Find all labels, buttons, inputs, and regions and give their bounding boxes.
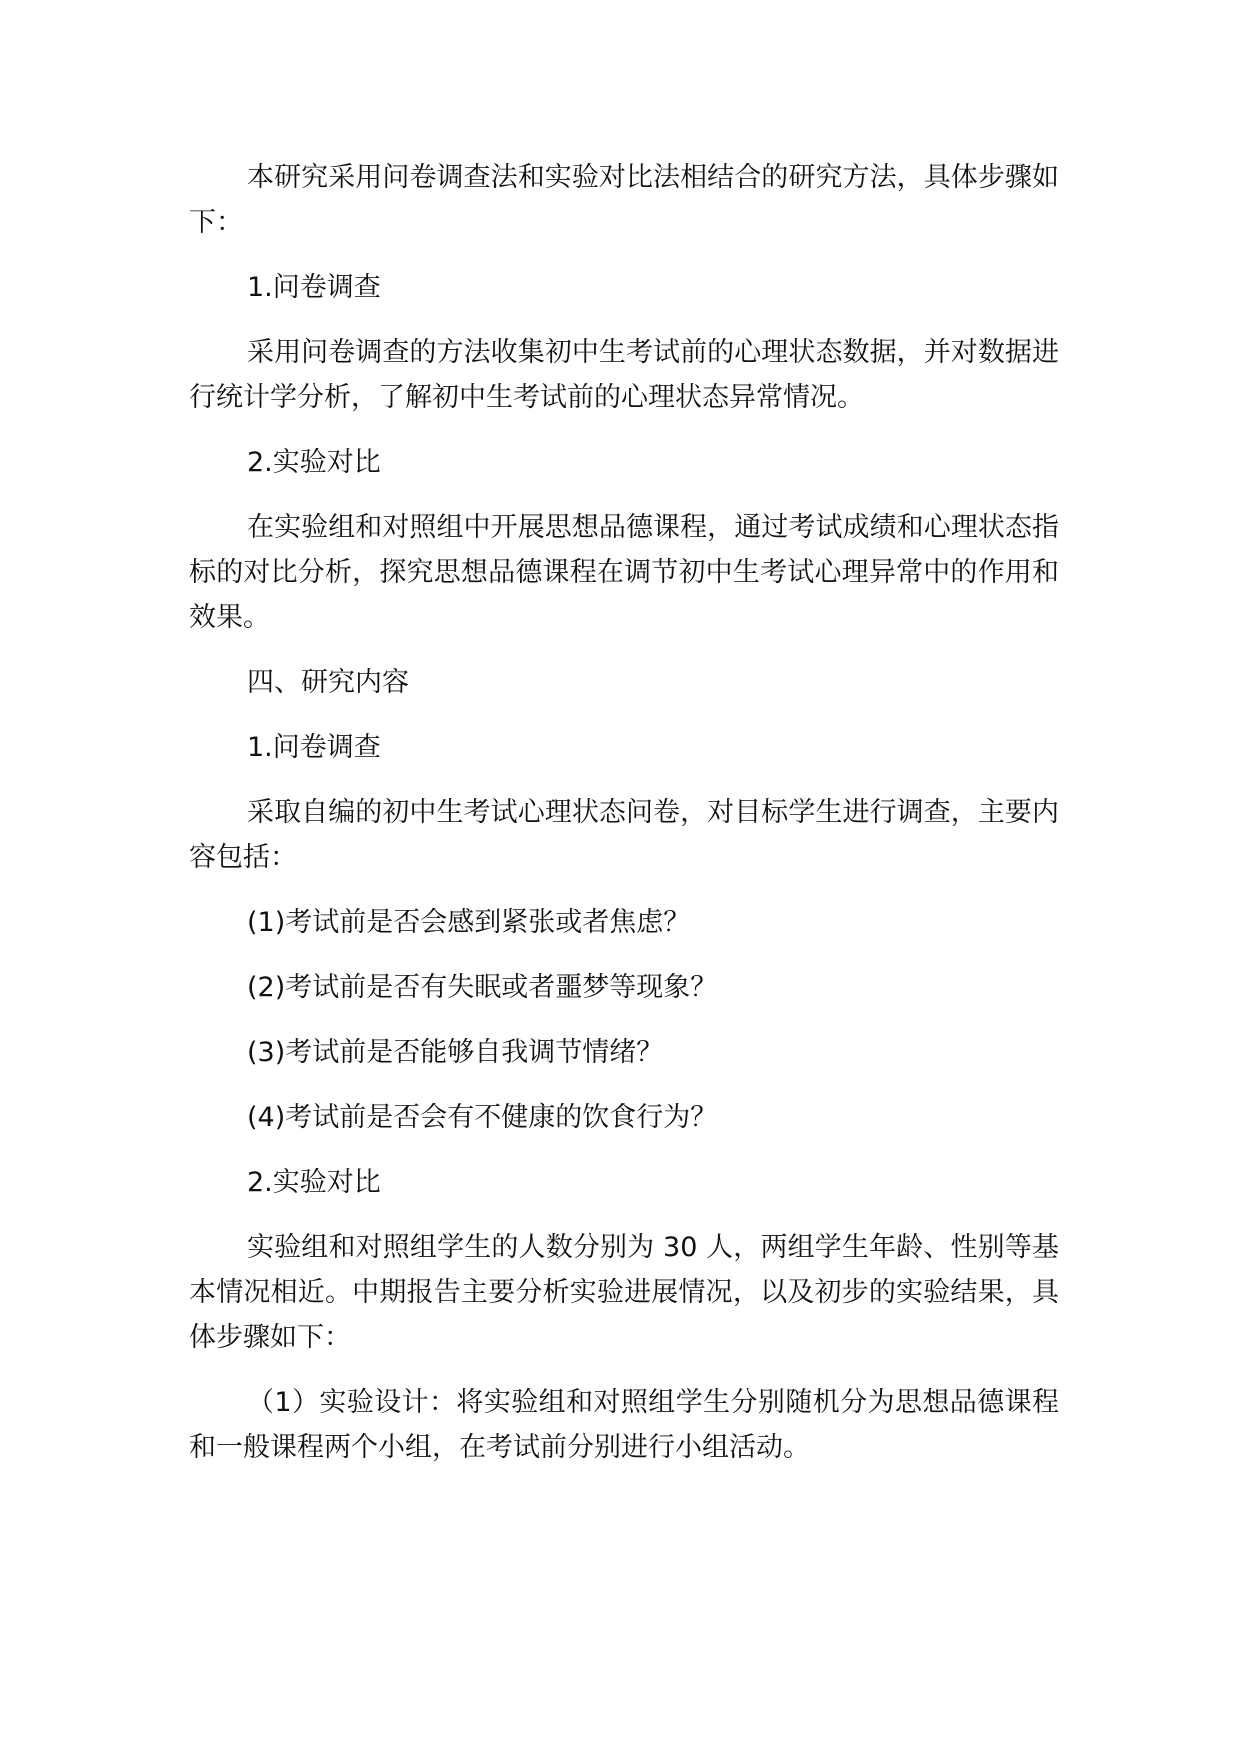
paragraph-experiment-method: 在实验组和对照组中开展思想品德课程，通过考试成绩和心理状态指标的对比分析，探究思想品德课程在调节初中生考试心理异常中的作用和效果。 bbox=[189, 512, 1059, 633]
document-body bbox=[189, 155, 1059, 1490]
question-item-2: (2)考试前是否有失眠或者噩梦等现象？ bbox=[247, 972, 718, 1003]
heading-experiment-2: 2.实验对比 bbox=[247, 1167, 381, 1198]
paragraph-questionnaire-content: 采取自编的初中生考试心理状态问卷，对目标学生进行调查，主要内容包括： bbox=[189, 797, 1059, 873]
question-item-1: (1)考试前是否会感到紧张或者焦虑？ bbox=[247, 907, 691, 938]
paragraph-questionnaire-method: 采用问卷调查的方法收集初中生考试前的心理状态数据，并对数据进行统计学分析，了解初中生考试前的心理状态异常情况。 bbox=[189, 337, 1059, 413]
question-item-3: (3)考试前是否能够自我调节情绪？ bbox=[247, 1037, 664, 1068]
heading-questionnaire: 1.问卷调查 bbox=[247, 272, 381, 303]
paragraph-method-intro: 本研究采用问卷调查法和实验对比法相结合的研究方法，具体步骤如下： bbox=[189, 162, 1059, 238]
question-item-4: (4)考试前是否会有不健康的饮食行为？ bbox=[247, 1102, 718, 1133]
heading-research-content: 四、研究内容 bbox=[247, 667, 409, 698]
paragraph-experiment-groups: 实验组和对照组学生的人数分别为 30 人，两组学生年龄、性别等基本情况相近。中期报告主要分析实验进展情况，以及初步的实验结果，具体步骤如下： bbox=[189, 1232, 1059, 1353]
heading-experiment: 2.实验对比 bbox=[247, 447, 381, 478]
heading-questionnaire-2: 1.问卷调查 bbox=[247, 732, 381, 763]
paragraph-experiment-design: （1）实验设计：将实验组和对照组学生分别随机分为思想品德课程和一般课程两个小组，在考试前分别进行小组活动。 bbox=[189, 1387, 1059, 1463]
